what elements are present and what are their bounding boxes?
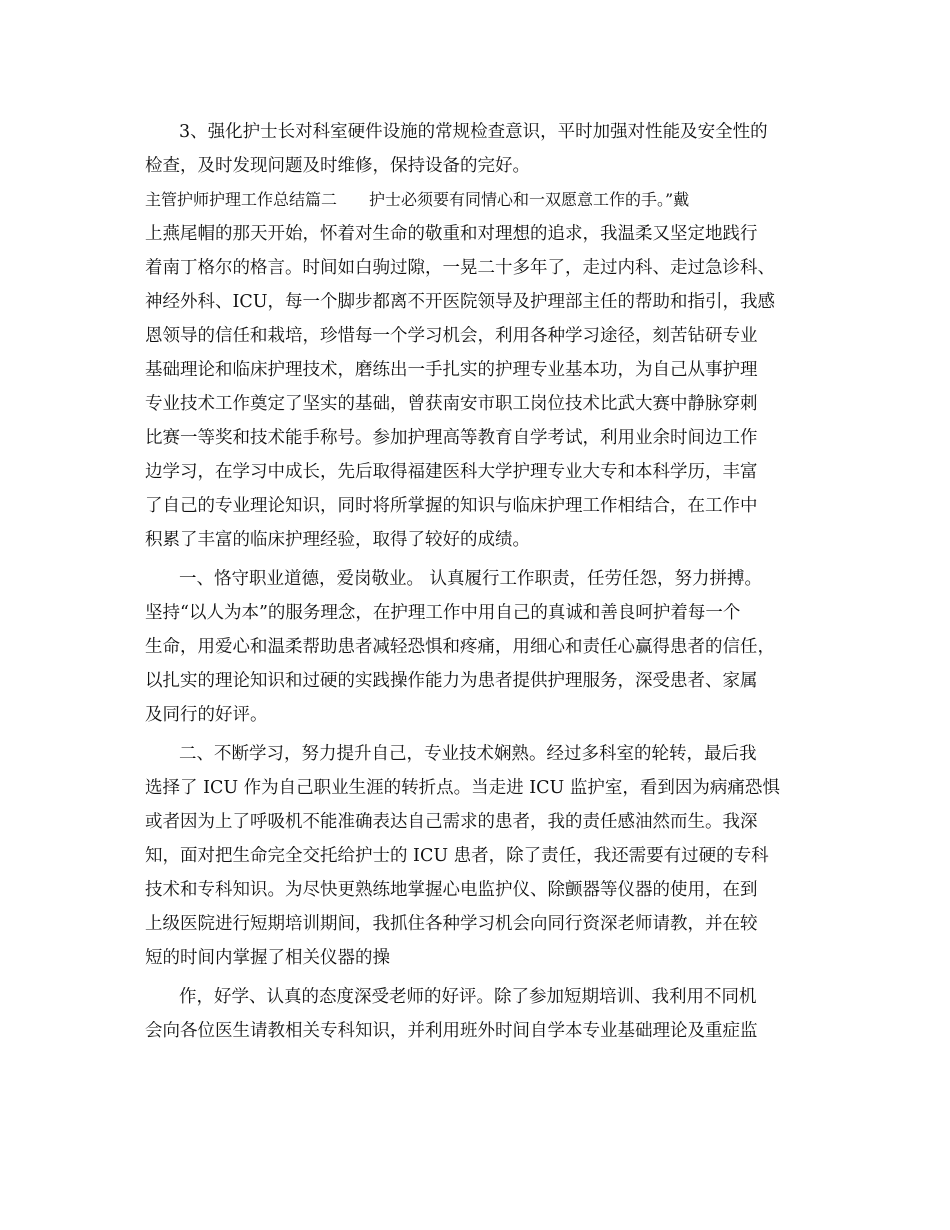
text-line: 选择了 ICU 作为自己职业生涯的转折点。当走进 ICU 监护室，看到因为病痛恐惧 — [145, 778, 780, 798]
text-line: 比赛一等奖和技术能手称号。参加护理高等教育自学考试，利用业余时间边工作 — [145, 428, 758, 448]
text-line: 主管护师护理工作总结篇二 护士必须要有同情心和一双愿意工作的手。”戴 — [145, 190, 690, 209]
text-line: 技术和专科知识。为尽快更熟练地掌握心电监护仪、除颤器等仪器的使用，在到 — [145, 880, 758, 900]
text-line: 作，好学、认真的态度深受老师的好评。除了参加短期培训、我利用不同机 — [179, 987, 757, 1007]
text-line: 一、恪守职业道德，爱岗敬业。 认真履行工作职责，任劳任怨，努力拼搏。 — [179, 569, 763, 589]
text-line: 生命，用爱心和温柔帮助患者减轻恐惧和疼痛，用细心和责任心赢得患者的信任， — [145, 637, 775, 657]
text-line: 恩领导的信任和栽培，珍惜每一个学习机会，利用各种学习途径，刻苦钻研专业 — [145, 326, 758, 346]
text-line: 坚持“以人为本”的服务理念，在护理工作中用自己的真诚和善良呵护着每一个 — [145, 603, 741, 623]
text-line: 上级医院进行短期培训期间，我抓住各种学习机会向同行资深老师请教，并在较 — [145, 914, 758, 934]
text-line: 会向各位医生请教相关专科知识，并利用班外时间自学本专业基础理论及重症监 — [145, 1021, 758, 1041]
text-line: 专业技术工作奠定了坚实的基础，曾获南安市职工岗位技术比武大赛中静脉穿刺 — [145, 394, 758, 414]
text-line: 短的时间内掌握了相关仪器的操 — [145, 948, 390, 968]
text-line: 神经外科、ICU，每一个脚步都离不开医院领导及护理部主任的帮助和指引，我感 — [145, 292, 776, 312]
text-line: 或者因为上了呼吸机不能准确表达自己需求的患者，我的责任感油然而生。我深 — [145, 812, 758, 832]
text-line: 了自己的专业理论知识，同时将所掌握的知识与临床护理工作相结合，在工作中 — [145, 496, 758, 516]
text-line: 3、强化护士长对科室硬件设施的常规检查意识，平时加强对性能及安全性的 — [179, 122, 768, 142]
text-line: 着南丁格尔的格言。时间如白驹过隙，一晃二十多年了，走过内科、走过急诊科、 — [145, 258, 775, 278]
text-line: 基础理论和临床护理技术，磨练出一手扎实的护理专业基本功，为自己从事护理 — [145, 360, 758, 380]
text-line: 检查，及时发现问题及时维修，保持设备的完好。 — [145, 156, 530, 176]
text-line: 积累了丰富的临床护理经验，取得了较好的成绩。 — [145, 530, 530, 550]
text-line: 二、不断学习，努力提升自己，专业技术娴熟。经过多科室的轮转，最后我 — [179, 744, 757, 764]
text-line: 及同行的好评。 — [145, 705, 268, 725]
text-line: 上燕尾帽的那天开始，怀着对生命的敬重和对理想的追求，我温柔又坚定地践行 — [145, 224, 758, 244]
text-line: 知，面对把生命完全交托给护士的 ICU 患者，除了责任，我还需要有过硬的专科 — [145, 846, 769, 866]
text-line: 以扎实的理论知识和过硬的实践操作能力为患者提供护理服务，深受患者、家属 — [145, 671, 758, 691]
text-line: 边学习，在学习中成长，先后取得福建医科大学护理专业大专和本科学历，丰富 — [145, 462, 758, 482]
